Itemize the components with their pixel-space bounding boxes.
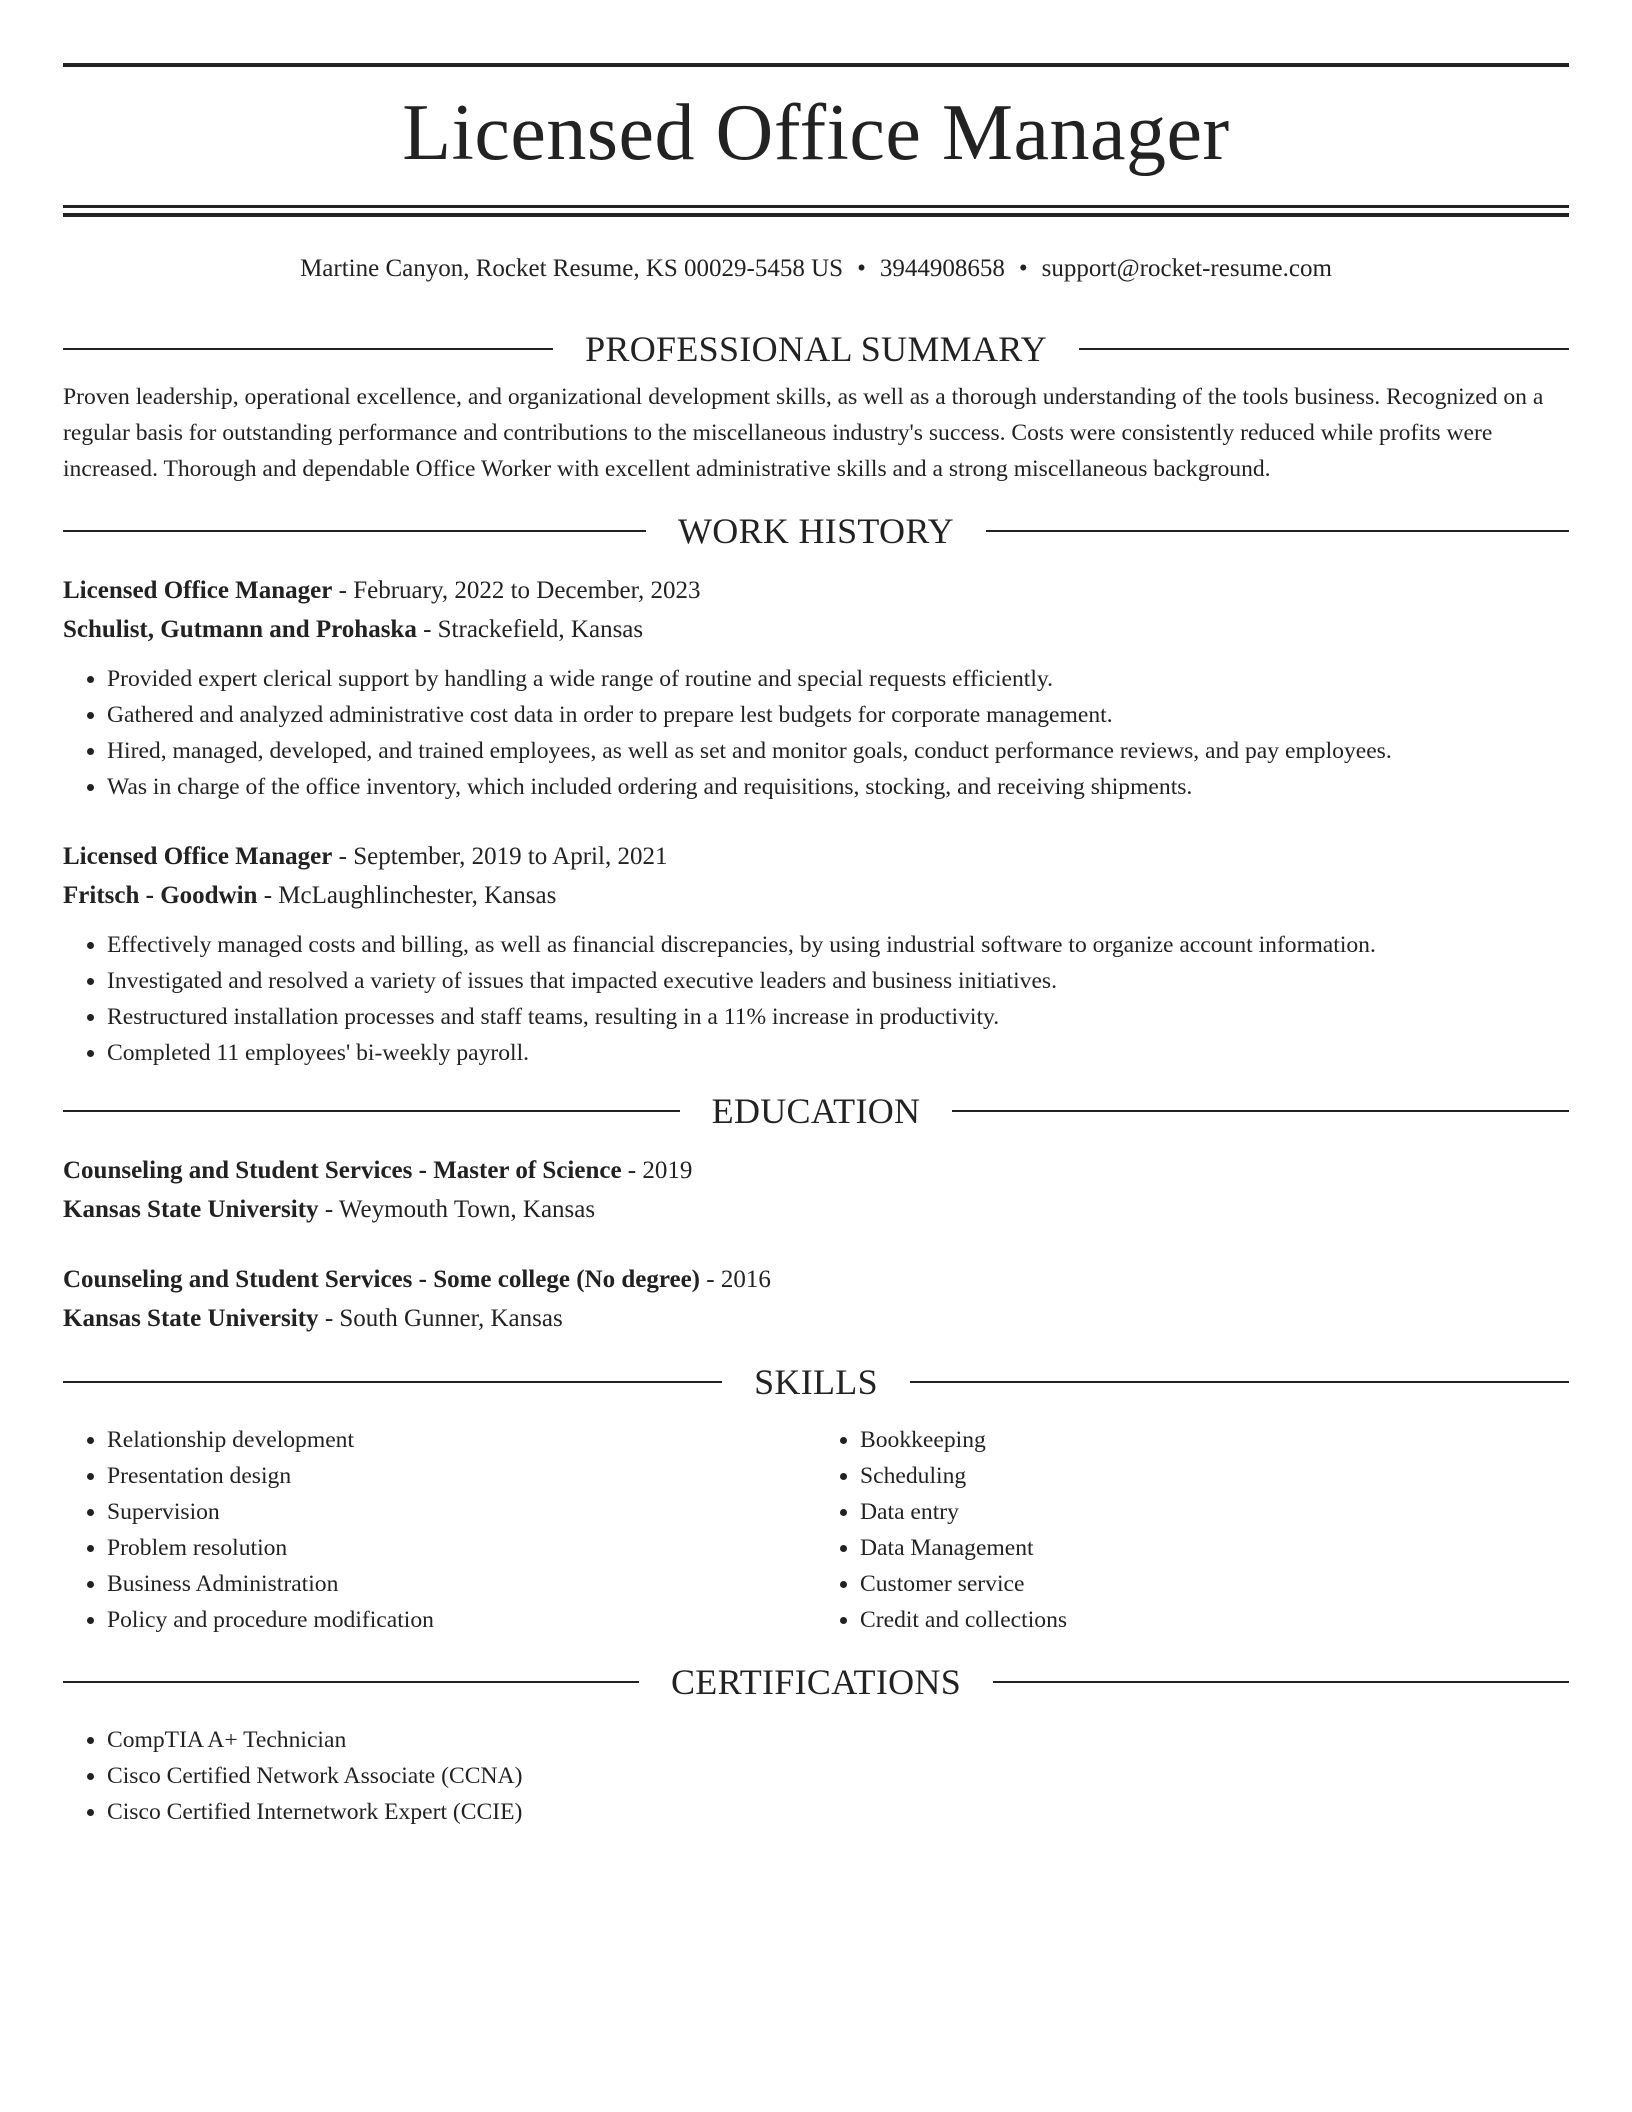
job-bullets [63,927,1569,1071]
education-school: Kansas State University [63,1196,319,1223]
job-bullet: • Completed 11 employees' bi-weekly payroll. [107,1035,1569,1071]
skill-item: • Scheduling [860,1458,1569,1494]
education-entry [63,1260,1569,1338]
header-double-rule [63,205,1569,217]
section-title: EDUCATION [711,1091,921,1131]
heading-rule-right [993,1681,1569,1683]
header-top-rule [63,63,1569,67]
heading-rule-left [63,1381,722,1383]
section-heading-certifications [63,1660,1569,1704]
skill-item: • Relationship development [107,1422,816,1458]
job-bullet: • Gathered and analyzed administrative cost data in order to prepare lest budgets for corporate management. [107,697,1569,733]
education-location: - Weymouth Town, Kansas [318,1196,596,1223]
education-year: - 2019 [621,1157,693,1184]
skill-item: • Problem resolution [107,1530,816,1566]
job-dates: - September, 2019 to April, 2021 [332,843,668,870]
job-entry [63,571,1569,805]
job-title: Licensed Office Manager [63,843,333,870]
skill-item: • Customer service [860,1566,1569,1602]
heading-rule-left [63,1110,680,1112]
skills-grid [63,1422,1569,1638]
section-heading-education [63,1089,1569,1133]
section-heading-skills [63,1360,1569,1404]
education-degree: Counseling and Student Services - Some college (No degree) [63,1266,700,1293]
heading-rule-left [63,1681,639,1683]
section-title: PROFESSIONAL SUMMARY [585,329,1047,369]
heading-rule-left [63,348,553,350]
job-company: Fritsch - Goodwin [63,882,258,909]
certification-item: • CompTIA A+ Technician [107,1722,1569,1758]
education-school-line [63,1299,1569,1338]
job-entry [63,837,1569,1071]
section-heading-work-history [63,509,1569,553]
heading-rule-left [63,530,646,532]
job-bullets [63,661,1569,805]
contact-separator: • [1018,255,1028,282]
contact-email: support@rocket-resume.com [1041,255,1332,282]
education-location: - South Gunner, Kansas [318,1305,563,1332]
job-title-line [63,837,1569,876]
education-school: Kansas State University [63,1305,319,1332]
job-company-line [63,610,1569,649]
education-year: - 2016 [700,1266,771,1293]
job-bullet: • Effectively managed costs and billing, as well as financial discrepancies, by using industrial software to organize account information. [107,927,1569,963]
skill-item: • Credit and collections [860,1602,1569,1638]
section-title: WORK HISTORY [678,511,954,551]
skills-list-right [816,1422,1569,1638]
skill-item: • Presentation design [107,1458,816,1494]
skill-item: • Data Management [860,1530,1569,1566]
job-bullet: • Restructured installation processes and staff teams, resulting in a 11% increase in productivity. [107,999,1569,1035]
heading-rule-right [1079,348,1569,350]
job-dates: - February, 2022 to December, 2023 [332,577,701,604]
job-bullet: • Provided expert clerical support by handling a wide range of routine and special requests efficiently. [107,661,1569,697]
summary-text: Proven leadership, operational excellence, and organizational development skills, as well as a thorough understanding of the tools business. Recognized on a regular basis for outstanding performance and contributions to the miscellaneous industry's success. Costs were consistently reduced while profits were increased. Thorough and dependable Office Worker with excellent administrative skills and a strong miscellaneous background. [63,384,1544,482]
job-company-line [63,876,1569,915]
contact-address: Martine Canyon, Rocket Resume, KS 00029-5458 US [300,255,844,282]
skill-item: • Bookkeeping [860,1422,1569,1458]
job-location: - McLaughlinchester, Kansas [257,882,557,909]
education-school-line [63,1190,1569,1229]
skill-item: • Policy and procedure modification [107,1602,816,1638]
job-bullet: • Was in charge of the office inventory, which included ordering and requisitions, stocking, and receiving shipments. [107,769,1569,805]
resume-name: Licensed Office Manager [402,89,1230,177]
skills-list-left [63,1422,816,1638]
job-location: - Strackefield, Kansas [416,616,644,643]
job-bullet: • Hired, managed, developed, and trained employees, as well as set and monitor goals, conduct performance reviews, and pay employees. [107,733,1569,769]
skill-item: • Data entry [860,1494,1569,1530]
education-degree-line [63,1260,1569,1299]
contact-separator: • [857,255,866,282]
education-degree-line [63,1151,1569,1190]
section-heading-summary [63,327,1569,371]
certifications-list [63,1722,1569,1830]
job-company: Schulist, Gutmann and Prohaska [63,616,417,643]
education-degree: Counseling and Student Services - Master of Science [63,1157,622,1184]
skill-item: • Business Administration [107,1566,816,1602]
contact-phone: 3944908658 [879,255,1005,282]
job-title-line [63,571,1569,610]
certification-item: • Cisco Certified Internetwork Expert (CCIE) [107,1794,1569,1830]
job-bullet: • Investigated and resolved a variety of issues that impacted executive leaders and business initiatives. [107,963,1569,999]
skill-item: • Supervision [107,1494,816,1530]
heading-rule-right [952,1110,1569,1112]
contact-line [63,253,1569,285]
heading-rule-right [910,1381,1569,1383]
job-title: Licensed Office Manager [63,577,333,604]
section-title: CERTIFICATIONS [670,1662,962,1702]
certification-item: • Cisco Certified Network Associate (CCNA) [107,1758,1569,1794]
education-entry [63,1151,1569,1229]
section-title: SKILLS [754,1362,878,1402]
heading-rule-right [986,530,1569,532]
